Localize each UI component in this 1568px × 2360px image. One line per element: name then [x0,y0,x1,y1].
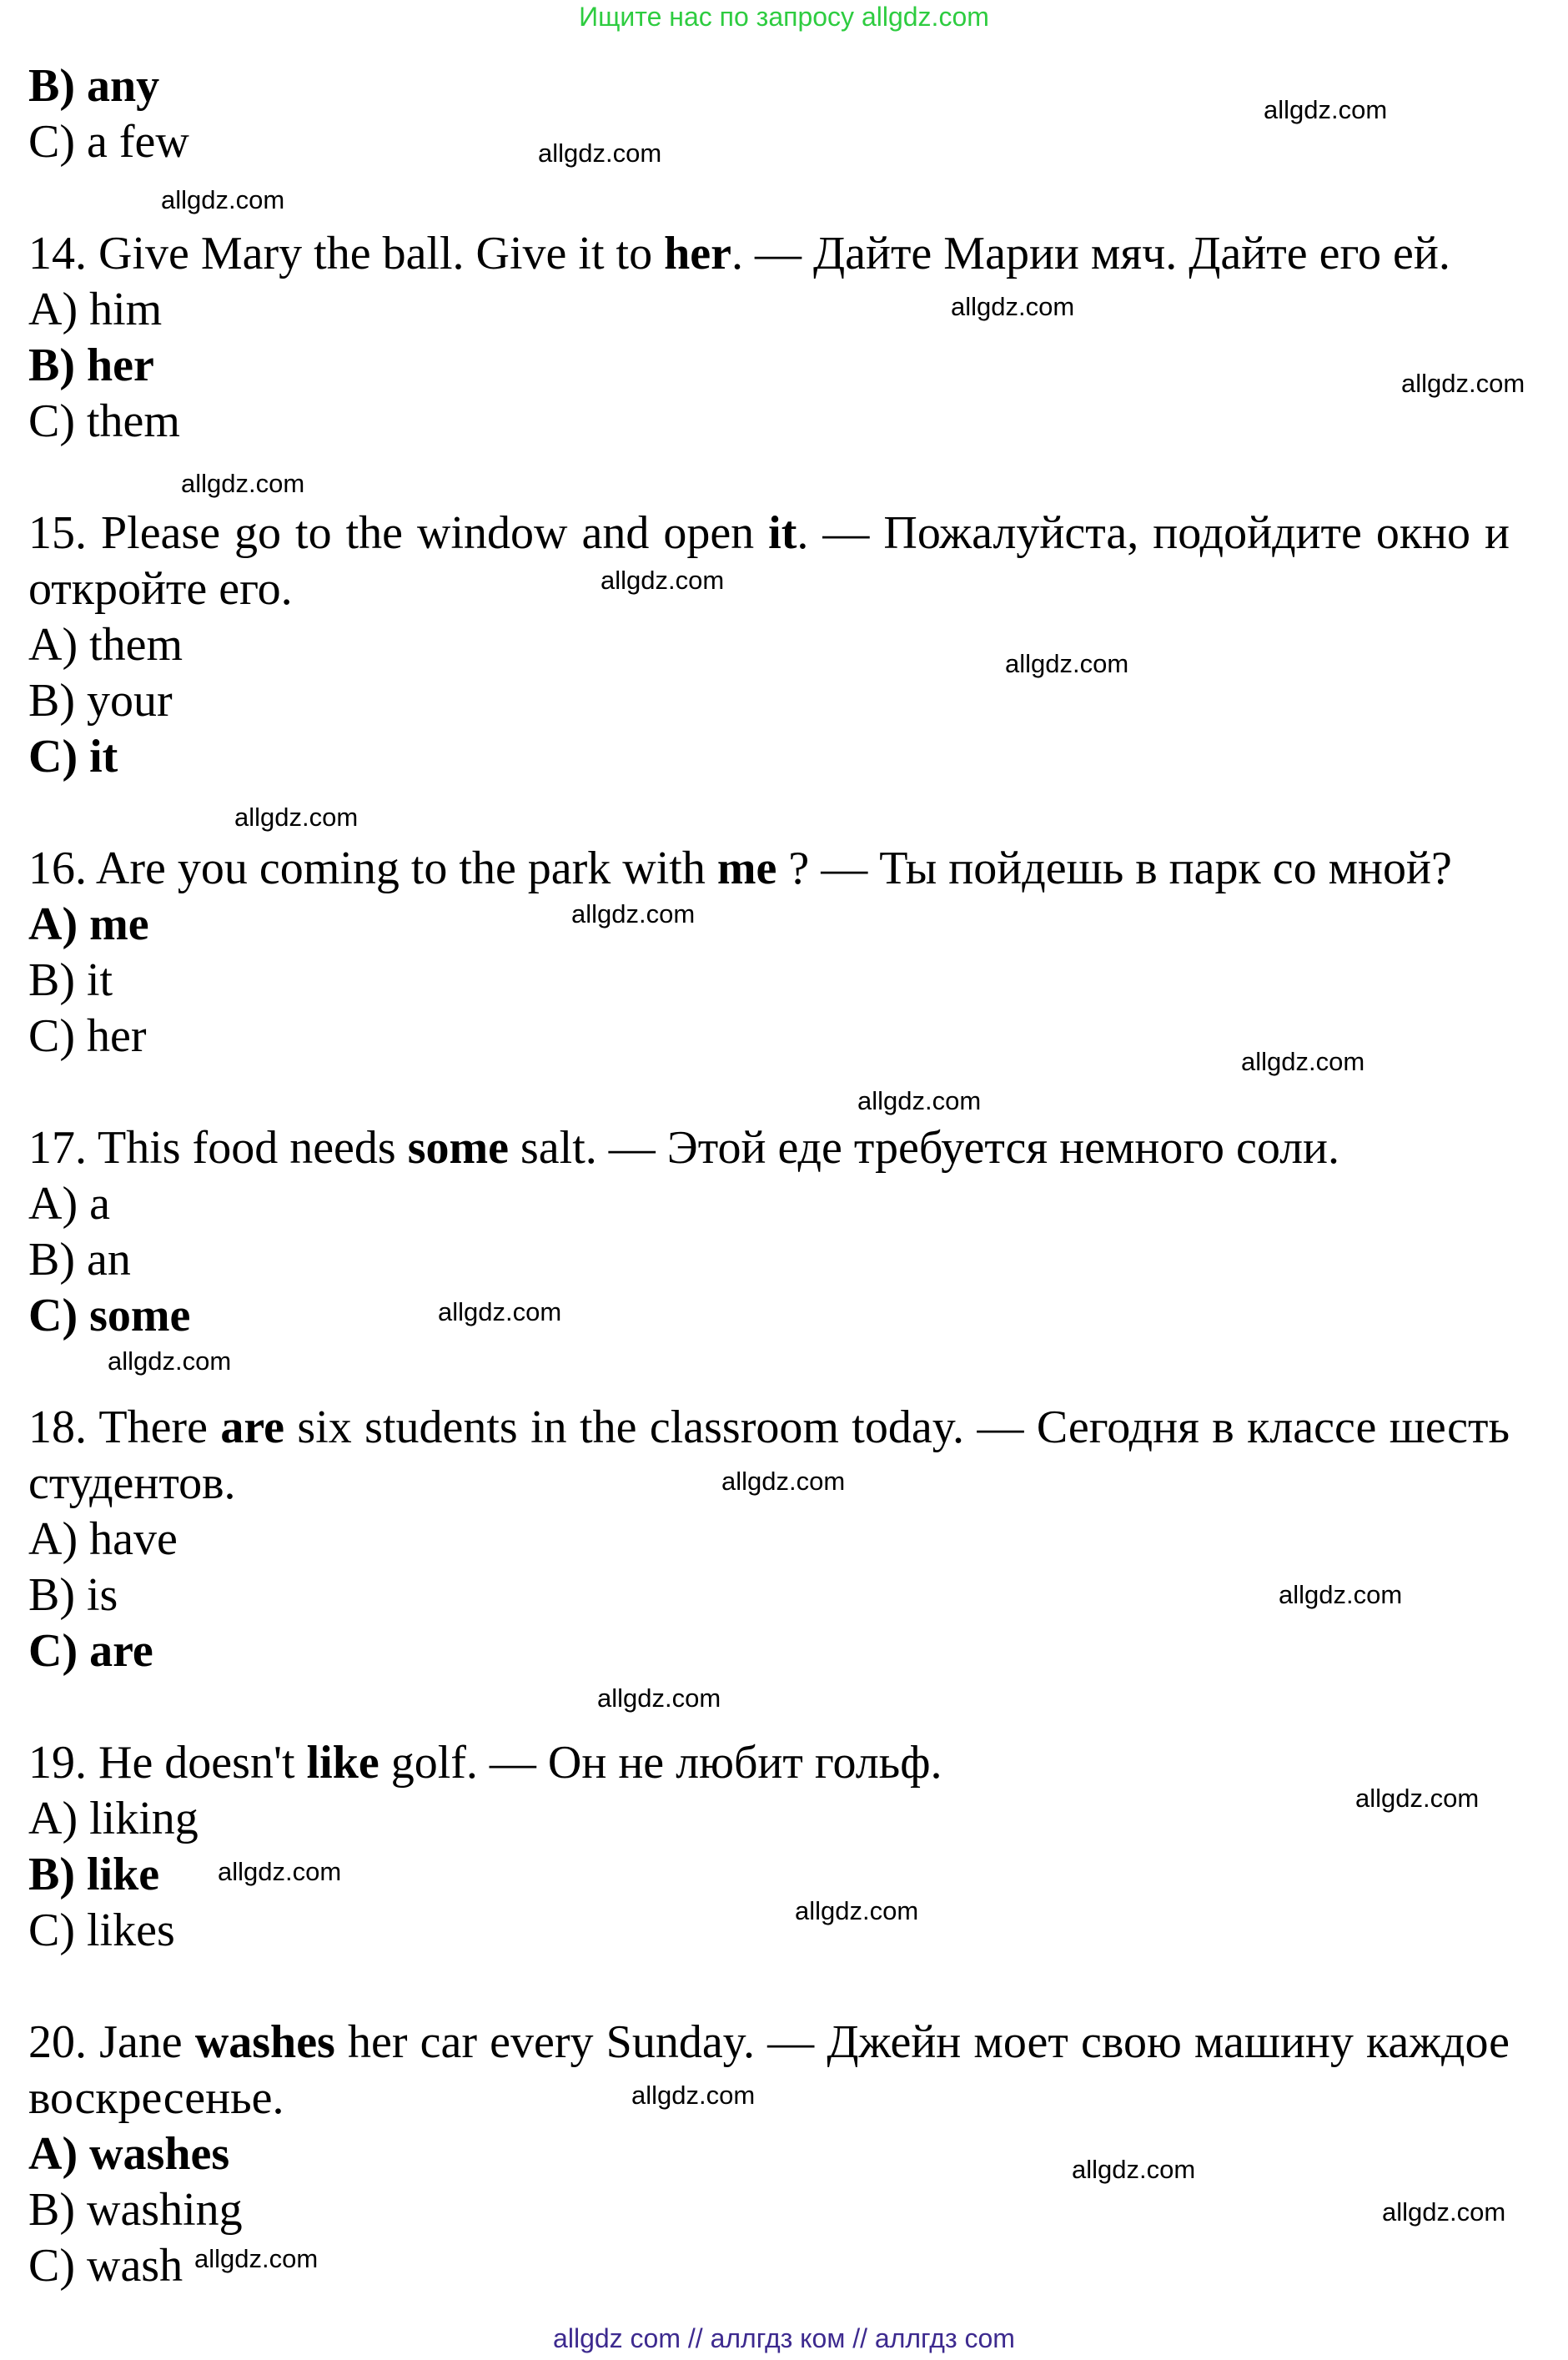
question-translation: salt. — Этой еде требуется немного соли. [509,1122,1339,1174]
footer-link[interactable]: allgdz com [553,2323,681,2353]
option-any: B) any [28,60,160,112]
watermark: allgdz.com [601,566,725,595]
question-translation: . — Дайте Марии мяч. Дайте его ей. [731,228,1450,279]
option-a-few: C) a few [28,116,189,168]
question-keyword: like [306,1737,379,1789]
watermark: allgdz.com [161,185,285,214]
correct-option: B) like [28,1849,160,1900]
footer-links [0,2322,1568,2355]
correct-option: B) her [28,340,154,391]
watermark: allgdz.com [108,1346,232,1376]
watermark: allgdz.com [194,2244,319,2273]
watermark: allgdz.com [234,803,359,832]
watermark: allgdz.com [438,1297,562,1326]
option: B) is [28,1569,118,1621]
question-text: 16. Are you coming to the park with [28,843,717,894]
footer-link[interactable]: аллгдз com [874,2323,1015,2353]
watermark: allgdz.com [1382,2197,1506,2227]
watermark: allgdz.com [538,138,662,168]
option: B) your [28,675,173,727]
watermark: allgdz.com [721,1467,846,1496]
question-keyword: her [664,228,731,279]
question-keyword: me [716,843,777,894]
watermark: allgdz.com [1264,95,1388,124]
option: A) liking [28,1793,199,1844]
question-14 [28,226,1510,282]
option: C) wash [28,2240,183,2292]
watermark: allgdz.com [951,292,1075,321]
question-keyword: it [768,507,797,559]
correct-option: C) it [28,731,118,782]
question-19 [28,1735,1510,1791]
question-text: 20. Jane [28,2016,195,2068]
watermark: allgdz.com [218,1857,342,1886]
footer-link[interactable]: аллгдз ком [710,2323,846,2353]
watermark: allgdz.com [597,1683,721,1713]
correct-option: A) washes [28,2128,230,2180]
option: C) them [28,395,180,447]
correct-option: A) me [28,898,149,950]
watermark: allgdz.com [571,899,696,928]
question-16 [28,841,1510,897]
option: B) it [28,954,113,1006]
watermark: allgdz.com [1241,1047,1365,1076]
footer-separator: // [687,2323,703,2353]
question-17 [28,1120,1510,1176]
question-text: 17. This food needs [28,1122,408,1174]
watermark: allgdz.com [181,469,305,498]
question-text: 18. There [28,1401,221,1453]
question-translation: ? — Ты пойдешь в парк со мной? [776,843,1452,894]
option: B) washing [28,2184,243,2236]
question-keyword: washes [194,2016,335,2068]
option: A) him [28,284,163,335]
question-translation: her car every Sunday. — Джейн моет свою машину каждое воскресенье. [28,2016,1510,2124]
correct-option: C) some [28,1290,191,1341]
top-banner: Ищите нас по запросу allgdz.com [579,2,989,32]
question-keyword: are [220,1401,285,1453]
watermark: allgdz.com [631,2081,756,2110]
question-translation: golf. — Он не любит гольф. [379,1737,942,1789]
correct-option: C) are [28,1625,153,1677]
option: C) her [28,1010,147,1062]
question-translation: . — Пожалуйста, подойдите окно и откройте его. [28,507,1510,615]
option: A) a [28,1178,110,1230]
option: B) an [28,1234,131,1286]
option: A) have [28,1513,178,1565]
question-text: 19. He doesn't [28,1737,307,1789]
watermark: allgdz.com [795,1896,919,1925]
question-15 [28,506,1510,617]
answer-key-document [28,58,1510,2294]
watermark: allgdz.com [857,1086,982,1115]
question-text: 15. Please go to the window and open [28,507,769,559]
question-keyword: some [407,1122,509,1174]
footer-separator: // [852,2323,867,2353]
watermark: allgdz.com [1072,2155,1196,2184]
watermark: allgdz.com [1005,649,1129,678]
watermark: allgdz.com [1355,1784,1480,1813]
watermark: allgdz.com [1279,1580,1403,1609]
question-20 [28,2015,1510,2126]
option: C) likes [28,1905,175,1956]
question-text: 14. Give Mary the ball. Give it to [28,228,665,279]
watermark: allgdz.com [1401,369,1525,398]
option: A) them [28,619,183,671]
question-translation: six students in the classroom today. — Сегодня в классе шесть студентов. [28,1401,1510,1509]
